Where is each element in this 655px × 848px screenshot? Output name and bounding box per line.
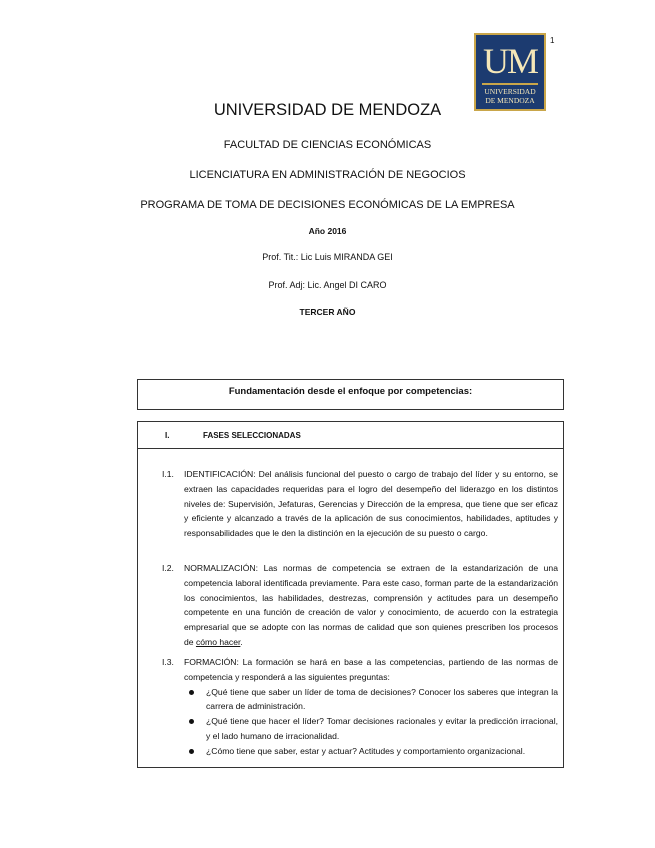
- phase-number: I.2.: [162, 563, 174, 573]
- academic-year: Año 2016: [308, 226, 347, 236]
- phase-text: [184, 561, 558, 650]
- phase-text: IDENTIFICACIÓN: Del análisis funcional del puesto o cargo de trabajo del líder y su entorno, se extraen las capacidades requeridas para el logro del desempeño del liderazgo en los distintos niveles de: Supervisión, Jefaturas, Gerencias y Dirección de la empresa, que tiene que ser eficaz y eficiente y alcanzado a través de la aplicación de sus conocimientos, habilidades, aptitudes y responsabilidades que le den la distinción en la ejecución de su puesto o cargo.: [184, 469, 558, 539]
- phase-text-main: NORMALIZACIÓN: Las normas de competencia se extraen de la estandarización de una competencia laboral identificada previamente. Para este caso, forman parte de la estandarización los conocimientos, las habilidades, destrezas, comprensión y actitudes para un desempeño competente en una función de creación de valor y conocimiento, de acuerdo con la estrategia empresarial que se adopte con las normas de calidad que son quienes prescriben los procesos de: [184, 563, 558, 647]
- course-year: TERCER AÑO: [299, 307, 356, 317]
- list-item: ¿Qué tiene que hacer el líder? Tomar decisiones racionales y evitar la predicción irracional, y el lado humano de irracionalidad.: [184, 714, 558, 744]
- logo-line-1: UNIVERSIDAD: [484, 87, 536, 96]
- phase-number: I.1.: [162, 469, 174, 479]
- phase-text-underlined: cómo hacer: [195, 636, 241, 647]
- foundation-heading: Fundamentación desde el enfoque por competencias:: [137, 379, 564, 410]
- logo-divider: [482, 83, 538, 85]
- phase-identificacion: [162, 467, 558, 541]
- question-list: [184, 685, 558, 759]
- university-title: UNIVERSIDAD DE MENDOZA: [213, 101, 442, 119]
- phase-number: I.3.: [162, 657, 174, 667]
- degree-name: LICENCIATURA EN ADMINISTRACIÓN DE NEGOCIOS: [189, 169, 466, 181]
- section-label: FASES SELECCIONADAS: [203, 431, 301, 440]
- phase-text-end: .: [240, 636, 243, 647]
- phase-text: [184, 655, 558, 759]
- section-header-row: [138, 422, 563, 449]
- faculty-name: FACULTAD DE CIENCIAS ECONÓMICAS: [223, 139, 432, 151]
- list-item: ¿Cómo tiene que saber, estar y actuar? Actitudes y comportamiento organizacional.: [184, 744, 558, 759]
- professor-titular: Prof. Tit.: Lic Luis MIRANDA GEI: [262, 252, 393, 262]
- program-name: PROGRAMA DE TOMA DE DECISIONES ECONÓMICAS DE LA EMPRESA: [140, 199, 515, 211]
- logo-line-2: DE MENDOZA: [485, 96, 535, 105]
- university-logo: [474, 33, 546, 111]
- phase-formacion: [162, 655, 558, 759]
- page-number: 1: [550, 36, 555, 45]
- professor-adjunct: Prof. Adj: Lic. Angel DI CARO: [268, 280, 387, 290]
- section-number: I.: [165, 431, 170, 440]
- phase-normalizacion: [162, 561, 558, 650]
- phase-intro: FORMACIÓN: La formación se hará en base a las competencias, partiendo de las normas de competencia y responderá a las siguientes preguntas:: [184, 657, 558, 682]
- logo-mark: UM: [482, 41, 537, 81]
- phases-table: [137, 421, 564, 768]
- list-item: ¿Qué tiene que saber un líder de toma de decisiones? Conocer los saberes que integran la carrera de administración.: [184, 685, 558, 715]
